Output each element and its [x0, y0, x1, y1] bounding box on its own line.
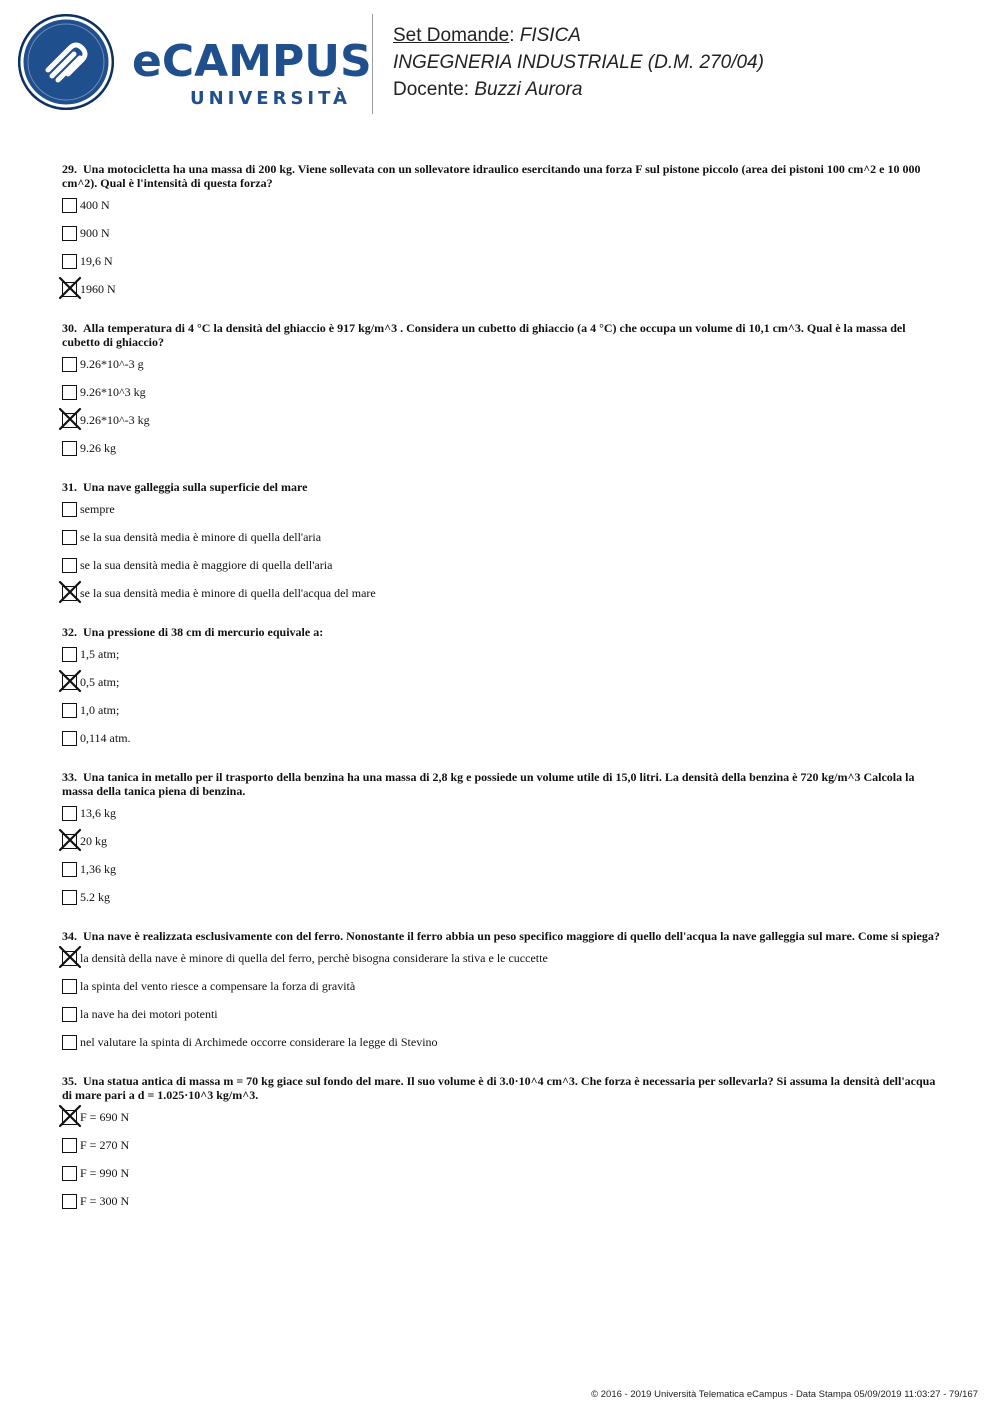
answer-option[interactable] [62, 861, 942, 889]
answer-label: 1960 N [80, 282, 116, 296]
question-text [62, 770, 942, 798]
answer-label: 9.26 kg [80, 441, 116, 455]
answer-checkbox[interactable] [62, 890, 77, 905]
answer-option[interactable] [62, 440, 942, 468]
answer-option[interactable] [62, 384, 942, 412]
answer-label: la spinta del vento riesce a compensare la forza di gravità [80, 979, 356, 993]
answer-checkbox[interactable] [62, 502, 77, 517]
answer-label: F = 690 N [80, 1110, 130, 1124]
subject: FISICA [519, 25, 581, 46]
question-body: Una nave galleggia sulla superficie del mare [83, 480, 308, 494]
question-body: Una tanica in metallo per il trasporto della benzina ha una massa di 2,8 kg e possiede un volume utile di 15,0 litri. La densità della benzina è 720 kg/m^3 Calcola la massa della tanica piena di benzina. [62, 770, 915, 798]
answer-checkbox[interactable] [62, 979, 77, 994]
answer-label: 900 N [80, 226, 110, 240]
course: INGEGNERIA INDUSTRIALE (D.M. 270/04) [393, 52, 764, 73]
answer-checkbox[interactable] [62, 1007, 77, 1022]
answer-option[interactable] [62, 281, 942, 309]
answer-label: F = 270 N [80, 1138, 130, 1152]
answer-checkbox[interactable] [62, 1166, 77, 1181]
question-text [62, 1074, 942, 1102]
answer-option[interactable] [62, 529, 942, 557]
question-block [62, 770, 942, 917]
teacher-line: Docente: Buzzi Aurora [393, 79, 583, 100]
question-body: Una pressione di 38 cm di mercurio equivale a: [83, 625, 324, 639]
page-footer: © 2016 - 2019 Università Telematica eCampus - Data Stampa 05/09/2019 11:03:27 - 79/167 [591, 1389, 978, 1400]
answer-option[interactable] [62, 253, 942, 281]
answer-checkbox[interactable] [62, 1194, 77, 1209]
answer-checkbox[interactable] [62, 198, 77, 213]
answer-option[interactable] [62, 412, 942, 440]
question-body: Una nave è realizzata esclusivamente con del ferro. Nonostante il ferro abbia un peso specifico maggiore di quello dell'acqua la nave galleggia sul mare. Come si spiega? [83, 929, 940, 943]
answer-label: 400 N [80, 198, 110, 212]
page-header [0, 0, 1000, 130]
question-number: 35. [62, 1074, 77, 1088]
answer-label: se la sua densità media è minore di quella dell'aria [80, 530, 322, 544]
answer-option[interactable] [62, 356, 942, 384]
answer-label: 9.26*10^-3 kg [80, 413, 150, 427]
cross-mark-icon [58, 828, 82, 852]
answer-label: se la sua densità media è minore di quella dell'acqua del mare [80, 586, 376, 600]
answer-checkbox[interactable] [62, 357, 77, 372]
cross-mark-icon [58, 1104, 82, 1128]
answer-checkbox[interactable] [62, 254, 77, 269]
cross-mark-icon [58, 276, 82, 300]
answer-option[interactable] [62, 501, 942, 529]
answer-option[interactable] [62, 674, 942, 702]
answer-checkbox[interactable] [62, 1035, 77, 1050]
question-number: 30. [62, 321, 77, 335]
answer-label: 19,6 N [80, 254, 113, 268]
answer-checkbox[interactable] [62, 731, 77, 746]
answer-label: 1,36 kg [80, 862, 116, 876]
header-divider [372, 14, 373, 114]
question-list [62, 162, 942, 1233]
question-text [62, 625, 942, 639]
answer-option[interactable] [62, 702, 942, 730]
question-text [62, 321, 942, 349]
question-number: 32. [62, 625, 77, 639]
question-block [62, 480, 942, 613]
cross-mark-icon [58, 945, 82, 969]
answer-label: F = 300 N [80, 1194, 130, 1208]
answer-checkbox[interactable] [62, 862, 77, 877]
answer-checkbox[interactable] [62, 385, 77, 400]
question-number: 33. [62, 770, 77, 784]
answer-option[interactable] [62, 950, 942, 978]
answer-label: 1,0 atm; [80, 703, 120, 717]
answer-checkbox[interactable] [62, 558, 77, 573]
answer-checkbox[interactable] [62, 441, 77, 456]
question-block [62, 929, 942, 1062]
answer-label: 9.26*10^3 kg [80, 385, 146, 399]
answer-option[interactable] [62, 1193, 942, 1221]
set-label: Set Domande [393, 25, 510, 46]
answer-label: 9.26*10^-3 g [80, 357, 144, 371]
ecampus-logo-icon [18, 14, 114, 110]
answer-label: 5.2 kg [80, 890, 110, 904]
answer-label: 13,6 kg [80, 806, 116, 820]
question-number: 31. [62, 480, 77, 494]
brand-name: eCAMPUS [132, 36, 372, 87]
cross-mark-icon [58, 407, 82, 431]
question-text [62, 480, 942, 494]
question-number: 29. [62, 162, 77, 176]
answer-option[interactable] [62, 585, 942, 613]
brand-subtitle: UNIVERSITÀ [190, 88, 351, 109]
question-body: Una statua antica di massa m = 70 kg giace sul fondo del mare. Il suo volume è di 3.0·10^4 cm^3. Che forza è necessaria per sollevarla? Si assuma la densità dell'acqua di mare pari a d = 1.025·10^3 kg/m^3. [62, 1074, 936, 1102]
answer-option[interactable] [62, 646, 942, 674]
answer-checkbox[interactable] [62, 806, 77, 821]
question-block [62, 625, 942, 758]
answer-option[interactable] [62, 197, 942, 225]
answer-checkbox[interactable] [62, 647, 77, 662]
answer-label: 0,5 atm; [80, 675, 120, 689]
answer-label: 1,5 atm; [80, 647, 120, 661]
answer-option[interactable] [62, 1034, 942, 1062]
question-body: Alla temperatura di 4 °C la densità del ghiaccio è 917 kg/m^3 . Considera un cubetto di ghiaccio (a 4 °C) che occupa un volume di 10,1 cm^3. Qual è la massa del cubetto di ghiaccio? [62, 321, 906, 349]
question-number: 34. [62, 929, 77, 943]
answer-option[interactable] [62, 1137, 942, 1165]
answer-label: 0,114 atm. [80, 731, 131, 745]
answer-option[interactable] [62, 1006, 942, 1034]
answer-option[interactable] [62, 225, 942, 253]
answer-label: la densità della nave è minore di quella del ferro, perchè bisogna considerare la stiva e le cuccette [80, 951, 548, 965]
answer-label: F = 990 N [80, 1166, 130, 1180]
answer-option[interactable] [62, 805, 942, 833]
answer-label: 20 kg [80, 834, 107, 848]
answer-checkbox[interactable] [62, 1138, 77, 1153]
answer-option[interactable] [62, 730, 942, 758]
answer-checkbox[interactable] [62, 226, 77, 241]
answer-option[interactable] [62, 833, 942, 861]
cross-mark-icon [58, 669, 82, 693]
header-info [393, 22, 764, 103]
teacher-label: Docente [393, 79, 464, 100]
answer-label: la nave ha dei motori potenti [80, 1007, 218, 1021]
answer-checkbox[interactable] [62, 530, 77, 545]
question-text [62, 162, 942, 190]
question-block [62, 1074, 942, 1221]
answer-option[interactable] [62, 557, 942, 585]
question-body: Una motocicletta ha una massa di 200 kg. Viene sollevata con un sollevatore idraulico esercitando una forza F sul pistone piccolo (area dei pistoni 100 cm^2 e 10 000 cm^2). Qual è l'intensità di questa forza? [62, 162, 921, 190]
answer-checkbox[interactable] [62, 703, 77, 718]
cross-mark-icon [58, 580, 82, 604]
answer-label: sempre [80, 502, 115, 516]
question-block [62, 321, 942, 468]
question-block [62, 162, 942, 309]
answer-label: nel valutare la spinta di Archimede occorre considerare la legge di Stevino [80, 1035, 438, 1049]
question-text [62, 929, 942, 943]
answer-option[interactable] [62, 889, 942, 917]
teacher-name: Buzzi Aurora [474, 79, 583, 100]
answer-label: se la sua densità media è maggiore di quella dell'aria [80, 558, 333, 572]
set-line: Set Domande: FISICA [393, 25, 581, 46]
answer-option[interactable] [62, 1165, 942, 1193]
answer-option[interactable] [62, 978, 942, 1006]
answer-option[interactable] [62, 1109, 942, 1137]
